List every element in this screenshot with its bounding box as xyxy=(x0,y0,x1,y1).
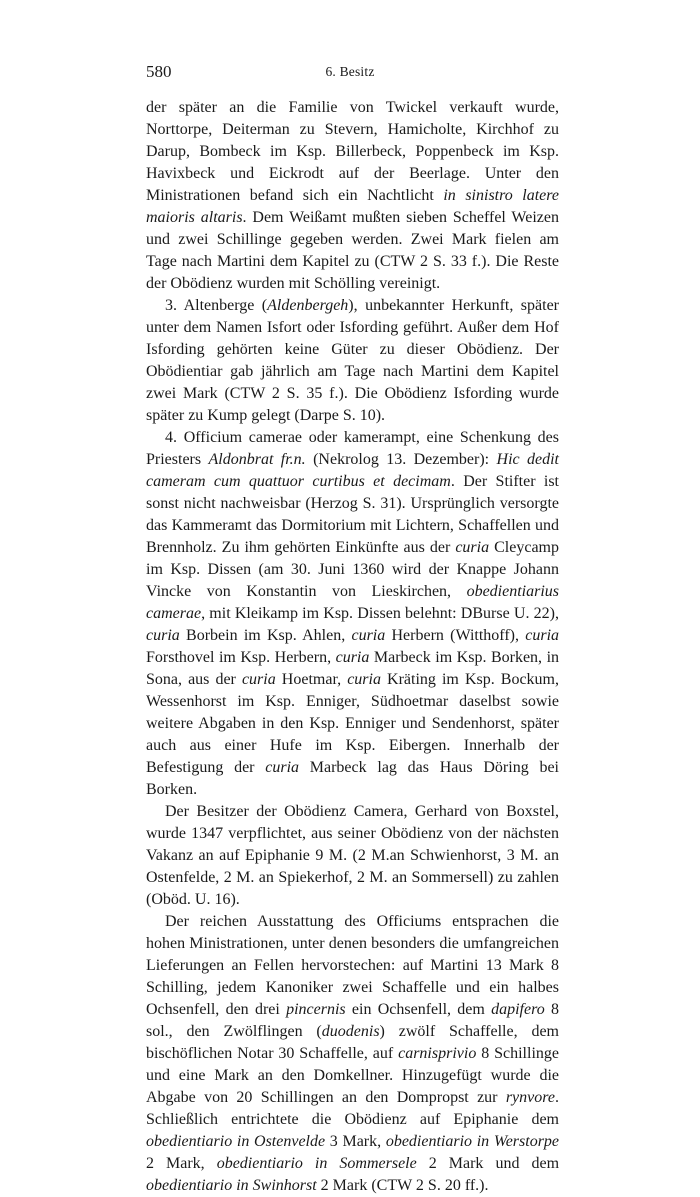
running-head: 6. Besitz xyxy=(325,64,375,79)
italic-text: curia xyxy=(241,671,276,688)
text-run: ) zwölf Schaffelle, dem bischöflichen Notar 30 Schaffelle, auf xyxy=(146,1023,559,1062)
text-run: Forsthovel im Ksp. Herbern, xyxy=(146,649,336,666)
text-run: Borbein im Ksp. Ahlen, xyxy=(179,627,352,644)
paragraph xyxy=(146,427,559,801)
paragraph xyxy=(146,295,559,427)
italic-text: duodenis xyxy=(321,1023,380,1040)
italic-text: curia xyxy=(351,627,386,644)
text-run: 4. Officium camerae oder kamerampt, eine Schenkung des Priesters xyxy=(146,429,559,468)
text-run: 8 sol., den Zwölflingen ( xyxy=(146,1001,560,1040)
italic-text: rynvore xyxy=(505,1089,555,1106)
paragraph xyxy=(146,97,559,295)
italic-text: obedientiario in Swinhorst xyxy=(146,1177,317,1194)
italic-text: curia xyxy=(335,649,370,666)
italic-text: obedientiarius camerae xyxy=(146,583,559,622)
text-run: 2 Mark (CTW 2 S. 20 ff.). xyxy=(316,1177,489,1194)
text-run: ein Ochsenfell, dem xyxy=(345,1001,492,1018)
italic-text: in sinistro latere maioris altaris xyxy=(146,187,560,226)
page-number: 580 xyxy=(146,62,172,81)
text-block xyxy=(146,97,559,1197)
text-run: Marbeck im Ksp. Borken, in Sona, aus der xyxy=(146,649,560,688)
text-run: , mit Kleikamp im Ksp. Dissen belehnt: DBurse U. 22), xyxy=(201,605,559,622)
italic-text: curia xyxy=(525,627,560,644)
text-run: 8 Schillinge und eine Mark an den Domkellner. Hinzugefügt wurde die Abgabe von 20 Schillingen an den Dompropst zur xyxy=(146,1045,559,1106)
text-run: Herbern (Witthoff), xyxy=(385,627,526,644)
italic-text: dapifero xyxy=(491,1001,545,1018)
text-run: 3. Altenberge ( xyxy=(165,297,268,314)
italic-text: pincernis xyxy=(286,1001,346,1018)
paragraph xyxy=(146,911,559,1197)
text-run: Der reichen Ausstattung des Officiums entsprachen die hohen Ministrationen, unter denen besonders die umfangreichen Lieferungen an Fellen hervorstechen: auf Martini 13 Mark 8 Schilling, jedem Kanoniker zwei Schaffelle und ein halbes Ochsenfell, den drei xyxy=(146,913,559,1018)
italic-text: obedientiario in Ostenvelde xyxy=(146,1133,326,1150)
text-run: . Der Stifter ist sonst nicht nachweisbar (Herzog S. 31). Ursprünglich versorgte das Kammeramt das Dormitorium mit Lichtern, Schaffellen und Brennholz. Zu ihm gehörten Einkünfte aus der xyxy=(146,473,560,556)
italic-text: Hic dedit cameram cum quattuor curtibus et decimam xyxy=(146,451,559,490)
italic-text: Aldenbergeh xyxy=(267,297,349,314)
italic-text: curia xyxy=(455,539,490,556)
italic-text: obedientiario in Werstorpe xyxy=(385,1133,560,1150)
text-run: der später an die Familie von Twickel verkauft wurde, Norttorpe, Deiterman zu Stevern, Hamicholte, Kirchhof zu Darup, Bombeck im Ksp. Billerbeck, Poppenbeck im Ksp. Havixbeck und Eickrodt auf der Beerlage. Unter den Ministrationen befand sich ein Nachtlicht xyxy=(146,99,559,204)
text-run: 2 Mark, xyxy=(146,1155,217,1172)
text-run: Marbeck lag das Haus Döring bei Borken. xyxy=(146,759,559,798)
text-run: . Dem Weißamt mußten sieben Scheffel Weizen und zwei Schillinge gegeben werden. Zwei Mark fielen am Tage nach Martini dem Kapitel zu (CTW 2 S. 33 f.). Die Reste der Obödienz wurden mit Schölling vereinigt. xyxy=(146,209,559,292)
italic-text: carnisprivio xyxy=(398,1045,477,1062)
italic-text: curia xyxy=(265,759,300,776)
italic-text: curia xyxy=(146,627,180,644)
text-run: Cleycamp im Ksp. Dissen (am 30. Juni 1360 wird der Knappe Johann Vincke von Konstantin von Lieskirchen, xyxy=(146,539,560,600)
italic-text: Aldonbrat fr.n. xyxy=(208,451,306,468)
paragraph xyxy=(146,801,559,911)
text-run: Der Besitzer der Obödienz Camera, Gerhard von Boxstel, wurde 1347 verpflichtet, aus seiner Obödienz von der nächsten Vakanz an auf Epiphanie 9 M. (2 M.an Schwienhorst, 3 M. an Ostenfelde, 2 M. an Spiekerhof, 2 M. an Sommersell) zu zahlen (Oböd. U. 16). xyxy=(146,803,559,908)
text-run: (Nekrolog 13. Dezember): xyxy=(305,451,497,468)
text-run: Hoetmar, xyxy=(275,671,348,688)
text-run: ), unbekannter Herkunft, später unter dem Namen Isfort oder Isfording geführt. Außer dem Hof Isfording gehörten keine Güter zu dieser Obödienz. Der Obödientiar gab jährlich am Tage nach Martini dem Kapitel zwei Mark (CTW 2 S. 35 f.). Die Obödienz Isfording wurde später zu Kump gelegt (Darpe S. 10). xyxy=(146,297,560,424)
text-run: 3 Mark, xyxy=(325,1133,386,1150)
text-run: Kräting im Ksp. Bockum, Wessenhorst im Ksp. Enniger, Südhoetmar daselbst sowie weitere Abgaben in den Ksp. Enniger und Sendenhorst, später auch aus einer Hufe im Ksp. Eibergen. Innerhalb der Befestigung der xyxy=(146,671,559,776)
italic-text: obedientiario in Sommersele xyxy=(216,1155,417,1172)
italic-text: curia xyxy=(347,671,381,688)
text-run: . Schließlich entrichtete die Obödienz auf Epiphanie dem xyxy=(146,1089,559,1128)
text-run: 2 Mark und dem xyxy=(416,1155,560,1172)
